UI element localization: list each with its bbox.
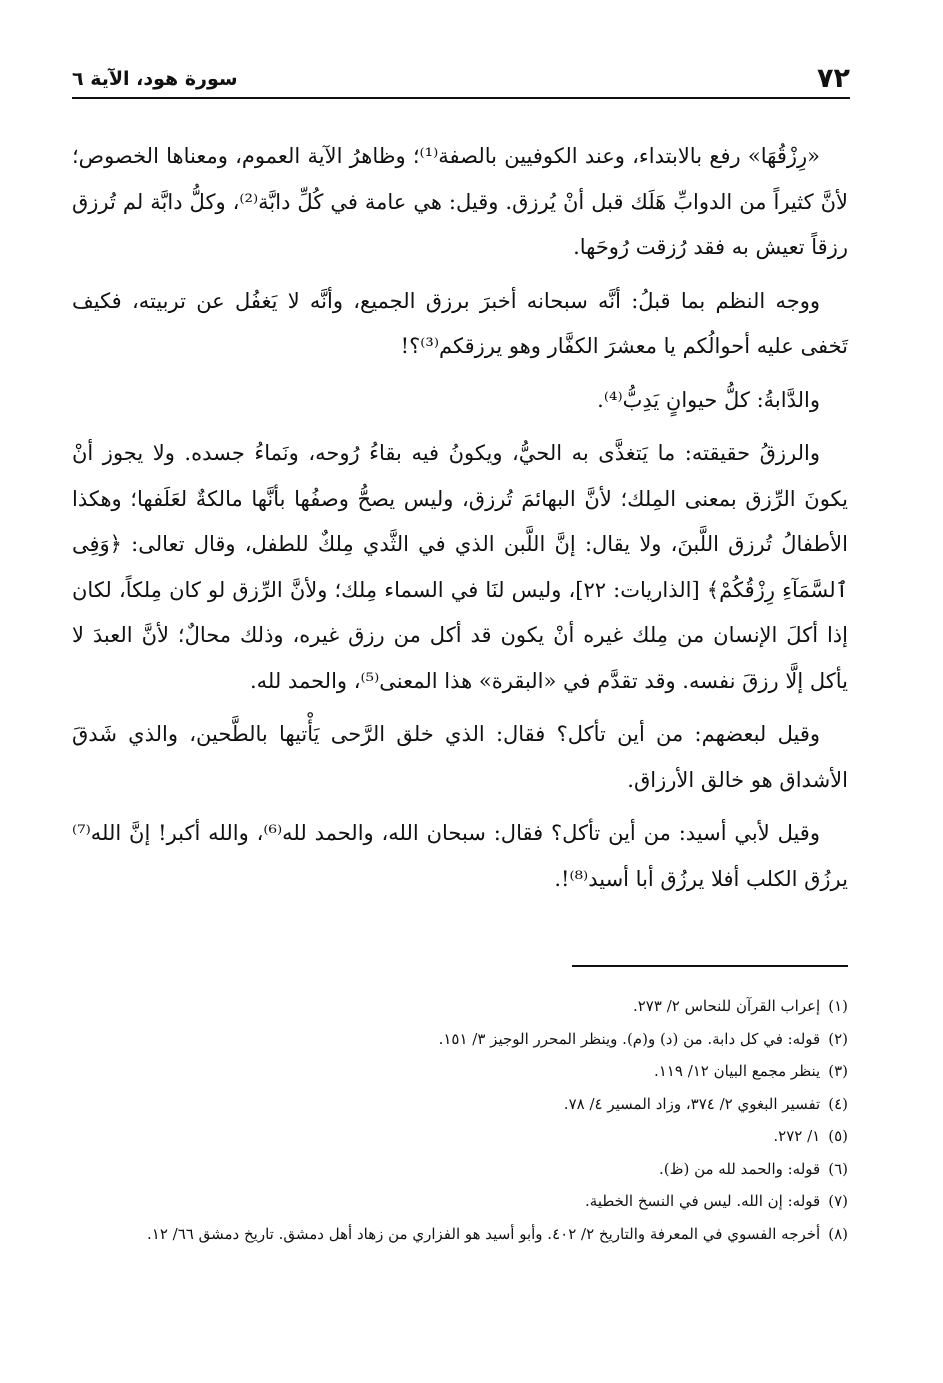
footnote-number: (٧) xyxy=(828,1192,848,1210)
footnote-text: تفسير البغوي ٢/ ٣٧٤، وزاد المسير ٤/ ٧٨. xyxy=(563,1094,821,1113)
page-header xyxy=(72,60,850,96)
header-rule xyxy=(72,97,850,99)
paragraph: وقيل لأبي أسيد: من أين تأكل؟ فقال: سبحان الله، والحمد لله⁽⁶⁾، والله أكبر! إنَّ الله⁽⁷⁾ يرزُق الكلب أفلا يرزُق أبا أسيد⁽⁸⁾!. xyxy=(72,821,848,891)
paragraph: والدَّابةُ: كلُّ حيوانٍ يَدِبُّ⁽⁴⁾. xyxy=(597,387,820,412)
footnote-separator xyxy=(572,965,848,967)
footnote xyxy=(72,1055,848,1088)
main-text xyxy=(72,134,848,910)
footnote-text: إعراب القرآن للنحاس ٢/ ٢٧٣. xyxy=(632,997,821,1015)
paragraph: ووجه النظم بما قبلُ: أنَّه سبحانه أخبرَ برزق الجميع، وأنَّه لا يَغفُل عن تربيته، فكيف تَخفى عليه أحوالُكم يا معشرَ الكفَّار وهو يرزقكم⁽³⁾؟! xyxy=(72,288,848,358)
footnote-text: أخرجه الفسوي في المعرفة والتاريخ ٢/ ٤٠٢. وأبو أسيد هو الفزاري من زهاد أهل دمشق. تاريخ دمشق ٦٦/ ١٢. xyxy=(147,1224,821,1243)
footnote xyxy=(72,990,848,1023)
footnote-text: قوله: والحمد لله من (ظ). xyxy=(658,1159,821,1178)
footnote-number: (٦) xyxy=(828,1159,848,1178)
footnote-text: قوله: في كل دابة. من (د) و(م). وينظر المحرر الوجيز ٣/ ١٥١. xyxy=(438,1029,821,1048)
page-number: ٧٢ xyxy=(817,63,850,94)
footnote-text: ينظر مجمع البيان ١٢/ ١١٩. xyxy=(653,1062,821,1080)
footnote-text: ١/ ٢٧٢. xyxy=(773,1127,821,1145)
footnote-number: (٤) xyxy=(828,1094,848,1113)
footnote-number: (٢) xyxy=(828,1029,848,1048)
paragraph: وقيل لبعضهم: من أين تأكل؟ فقال: الذي خلق الرَّحى يَأْتيها بالطَّحين، والذي شَدقَ الأشداق هو خالق الأرزاق. xyxy=(72,722,848,792)
footnote xyxy=(72,1153,848,1186)
footnote-number: (٨) xyxy=(828,1224,848,1243)
paragraph: والرزقُ حقيقته: ما يَتغذَّى به الحيُّ، ويكونُ فيه بقاءُ رُوحه، ونَماءُ جسده. ولا يجوز أنْ يكونَ الرِّزق بمعنى المِلك؛ لأنَّ البهائمَ تُرزق، وليس يصحُّ وصفُها بأنَّها مالكةٌ لعَلَفها؛ وهكذا الأطفالُ تُرزق اللَّبنَ، ولا يقال: إنَّ اللَّبن الذي في الثَّدي مِلكٌ للطفل، وقال تعالى: ﴿وَفِى ٱلسَّمَآءِ رِزْقُكُمْ﴾ [الذاريات: ٢٢]، وليس لنَا في السماء مِلك؛ ولأنَّ الرِّزق لو كان مِلكاً، لكان إذا أكلَ الإنسان من مِلك غيره أنْ يكون قد أكل من رزق غيره، وذلك محالٌ؛ لأنَّ العبدَ لا يأكل إلَّا رزقَ نفسه. وقد تقدَّم في «البقرة» هذا المعنى⁽⁵⁾، والحمد لله. xyxy=(72,441,848,693)
footnotes xyxy=(72,990,848,1250)
footnote xyxy=(72,1218,848,1251)
surah-title: سورة هود، الآية ٦ xyxy=(72,68,238,90)
footnote xyxy=(72,1023,848,1056)
footnote-text: قوله: إن الله. ليس في النسخ الخطية. xyxy=(585,1192,821,1210)
footnote-number: (١) xyxy=(828,997,848,1015)
footnote-number: (٣) xyxy=(828,1062,848,1080)
footnote xyxy=(72,1088,848,1121)
footnote xyxy=(72,1185,848,1218)
paragraph: «رِزْقُهَا» رفع بالابتداء، وعند الكوفيين بالصفة⁽¹⁾؛ وظاهرُ الآية العموم، ومعناها الخصوص؛ لأنَّ كثيراً من الدوابِّ هَلَك قبل أنْ يُرزق. وقيل: هي عامة في كُلِّ دابَّة⁽²⁾، وكلُّ دابَّة لم تُرزق رزقاً تعيش به فقد رُزقت رُوحَها. xyxy=(72,144,848,259)
footnote xyxy=(72,1120,848,1153)
footnote-number: (٥) xyxy=(828,1127,848,1145)
